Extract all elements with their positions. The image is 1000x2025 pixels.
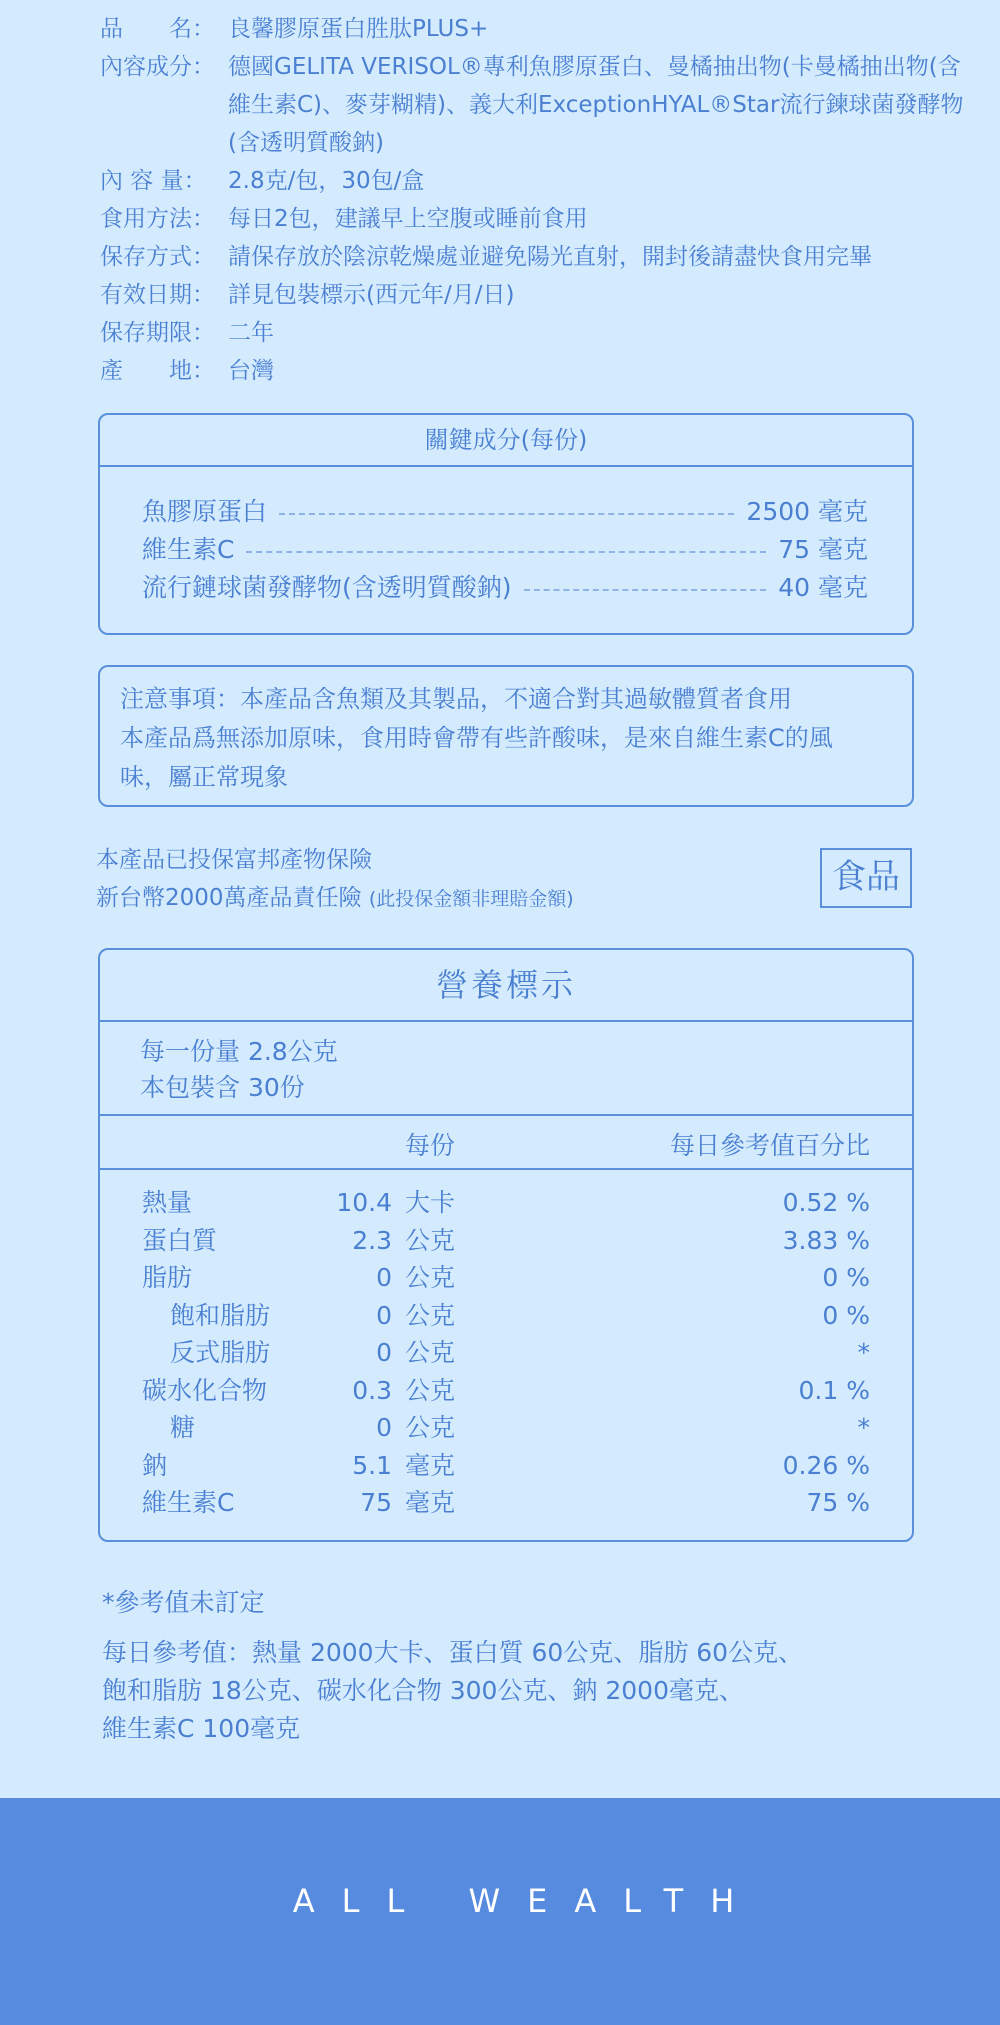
info-row-name xyxy=(100,10,970,48)
nutrient-value: 0.3 xyxy=(352,1375,392,1405)
info-label: 保存期限： xyxy=(100,320,215,346)
nutrient-unit: 公克 xyxy=(405,1413,456,1442)
nutrient-daily-pct: 0 % xyxy=(822,1263,870,1292)
nutrient-name: 脂肪 xyxy=(142,1263,193,1292)
nutrient-unit: 公克 xyxy=(405,1338,456,1367)
info-row-content xyxy=(100,162,970,200)
nutrition-row xyxy=(100,1484,912,1522)
nutrient-value: 0 xyxy=(376,1263,392,1292)
info-label: 食用方法： xyxy=(100,206,215,232)
nutrition-row xyxy=(100,1259,912,1297)
nutrient-unit: 公克 xyxy=(405,1375,456,1405)
info-label: 有效日期： xyxy=(100,282,215,308)
notice-box xyxy=(98,665,914,807)
nutrition-title: 營養標示 xyxy=(100,950,912,1022)
nutrient-daily-pct: 0.52 % xyxy=(782,1188,870,1217)
nutrition-row xyxy=(100,1222,912,1260)
info-value: 二年 xyxy=(228,320,274,346)
info-label: 內容成分： xyxy=(100,54,215,80)
info-row-origin xyxy=(100,352,970,390)
nutrient-name: 飽和脂肪 xyxy=(170,1300,271,1330)
nutrient-unit: 大卡 xyxy=(405,1188,456,1217)
info-label: 產 地： xyxy=(100,358,215,384)
nutrient-value: 5.1 xyxy=(352,1450,392,1480)
info-label: 品 名： xyxy=(100,16,215,42)
servings-per-pack: 本包裝含 30份 xyxy=(140,1073,305,1102)
nutrient-name: 蛋白質 xyxy=(142,1225,218,1255)
nutrient-name: 維生素C xyxy=(142,1488,235,1517)
nutrient-name: 鈉 xyxy=(142,1450,168,1480)
nutrient-value: 2.3 xyxy=(352,1225,392,1255)
info-value: 請保存放於陰涼乾燥處並避免陽光直射，開封後請盡快食用完畢 xyxy=(228,244,872,270)
nutrient-daily-pct: 0.26 % xyxy=(782,1450,870,1480)
key-ingredients-list xyxy=(100,467,912,607)
ref-not-set-note: *參考值未訂定 xyxy=(102,1588,265,1617)
brand-logo-text: ALL WEALTH xyxy=(292,1882,762,1920)
key-ingredient-name: 維生素C xyxy=(142,535,235,564)
nutrient-unit: 公克 xyxy=(405,1225,456,1255)
info-value: 每日2包，建議早上空腹或睡前食用 xyxy=(228,206,588,232)
brand-footer xyxy=(0,1798,1000,2025)
notice-line: 味，屬正常現象 xyxy=(120,763,288,791)
nutrient-unit: 公克 xyxy=(405,1263,456,1292)
key-ingredient-value: 2500 毫克 xyxy=(746,497,868,526)
product-info xyxy=(100,10,970,390)
serving-size: 每一份量 2.8公克 xyxy=(140,1037,338,1066)
notice-line: 注意事項：本產品含魚類及其製品，不適合對其過敏體質者食用 xyxy=(120,685,792,713)
nutrient-unit: 毫克 xyxy=(405,1488,456,1517)
footnotes xyxy=(102,1584,803,1748)
nutrition-row xyxy=(100,1297,912,1335)
nutrient-daily-pct: * xyxy=(857,1338,870,1367)
col-daily-pct: 每日參考值百分比 xyxy=(669,1131,870,1160)
nutrition-table xyxy=(98,948,914,1542)
daily-ref-line: 每日參考值：熱量 2000大卡、蛋白質 60公克、脂肪 60公克、 xyxy=(102,1638,804,1667)
info-row-expiry xyxy=(100,276,970,314)
nutrient-value: 0 xyxy=(376,1413,392,1442)
nutrient-name: 熱量 xyxy=(142,1188,193,1217)
info-value: 2.8克/包，30包/盒 xyxy=(228,168,425,194)
nutrition-row xyxy=(100,1184,912,1222)
info-value: 詳見包裝標示(西元年/月/日) xyxy=(228,282,515,308)
nutrient-daily-pct: 0 % xyxy=(822,1300,870,1330)
info-label: 保存方式： xyxy=(100,244,215,270)
nutrient-daily-pct: 75 % xyxy=(806,1488,870,1517)
info-value: 台灣 xyxy=(228,358,274,384)
insurance-note: (此投保金額非理賠金額) xyxy=(368,888,574,910)
nutrient-daily-pct: * xyxy=(857,1413,870,1442)
insurance-amount: 新台幣2000萬產品責任險 xyxy=(96,885,362,911)
nutrient-daily-pct: 0.1 % xyxy=(798,1375,870,1405)
nutrient-unit: 毫克 xyxy=(405,1450,456,1480)
nutrient-name: 糖 xyxy=(170,1413,196,1442)
nutrition-row xyxy=(100,1409,912,1447)
daily-ref-line: 維生素C 100毫克 xyxy=(102,1714,301,1743)
key-ingredient-row xyxy=(142,569,868,607)
col-per-serving: 每份 xyxy=(405,1131,456,1160)
nutrient-value: 0 xyxy=(376,1338,392,1367)
nutrient-name: 反式脂肪 xyxy=(170,1338,271,1367)
key-ingredient-name: 流行鏈球菌發酵物(含透明質酸鈉) xyxy=(142,573,512,602)
key-ingredient-value: 40 毫克 xyxy=(778,573,868,602)
nutrient-name: 碳水化合物 xyxy=(142,1375,268,1405)
key-ingredient-row xyxy=(142,531,868,569)
nutrition-header xyxy=(100,1116,912,1170)
key-ingredients-title: 關鍵成分(每份) xyxy=(100,415,912,467)
info-row-storage xyxy=(100,238,970,276)
nutrition-row xyxy=(100,1372,912,1410)
nutrient-daily-pct: 3.83 % xyxy=(782,1225,870,1255)
insurance-line: 本產品已投保富邦產物保險 xyxy=(96,847,372,873)
insurance-line xyxy=(96,879,574,918)
key-ingredients-box xyxy=(98,413,914,635)
nutrition-rows xyxy=(100,1170,912,1522)
nutrient-value: 10.4 xyxy=(336,1188,392,1217)
info-row-usage xyxy=(100,200,970,238)
insurance-info xyxy=(96,841,574,918)
info-label: 內 容 量： xyxy=(100,168,207,194)
nutrition-serving xyxy=(100,1022,912,1116)
nutrition-row xyxy=(100,1447,912,1485)
info-value: 良馨膠原蛋白胜肽PLUS+ xyxy=(228,16,489,42)
nutrition-row xyxy=(100,1334,912,1372)
key-ingredient-value: 75 毫克 xyxy=(778,535,868,564)
daily-ref-line: 飽和脂肪 18公克、碳水化合物 300公克、鈉 2000毫克、 xyxy=(102,1676,744,1705)
info-row-shelf-life xyxy=(100,314,970,352)
key-ingredient-row xyxy=(142,493,868,531)
dotted-leader xyxy=(524,589,767,591)
info-row-ingredients xyxy=(100,48,970,162)
nutrient-value: 75 xyxy=(360,1488,392,1517)
food-badge: 食品 xyxy=(820,848,912,908)
dotted-leader xyxy=(279,513,734,515)
key-ingredient-name: 魚膠原蛋白 xyxy=(142,497,268,526)
nutrient-unit: 公克 xyxy=(405,1300,456,1330)
dotted-leader xyxy=(246,551,766,553)
nutrient-value: 0 xyxy=(376,1300,392,1330)
info-value: 德國GELITA VERISOL®專利魚膠原蛋白、曼橘抽出物(卡曼橘抽出物(含維生素C)、麥芽糊精)、義大利ExceptionHYAL®Star流行鍊球菌發酵物(含透明質酸鈉) xyxy=(228,54,964,156)
notice-line: 本產品爲無添加原味，食用時會帶有些許酸味，是來自維生素C的風 xyxy=(120,724,833,752)
